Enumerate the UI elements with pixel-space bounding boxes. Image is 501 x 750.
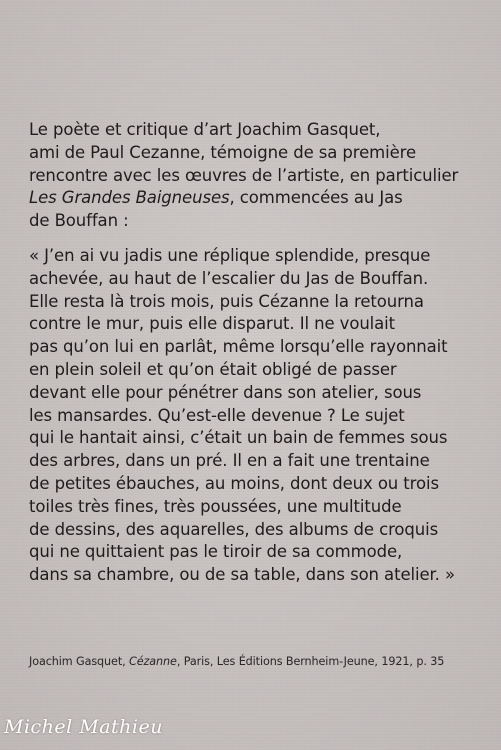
quote-paragraph: « J’en ai vu jadis une réplique splendide, presque achevée, au haut de l’escalier du Jas de Bouffan. Elle resta là trois mois, puis Cézanne la retourna contre le mur, puis elle disparut. Il ne voulait pas qu’on lui en parlât, même lorsqu’elle rayonnait en plein soleil et qu’on était obligé de passer devant elle pour pénétrer dans son atelier, sous les mansardes. Qu’est-elle devenue ? Le sujet qui le hantait ainsi, c’était un bain de femmes sous des arbres, dans un pré. Il en a fait une trentaine de petites ébauches, au moins, dont deux ou trois toiles très fines, très poussées, une multitude de dessins, des aquarelles, des albums de croquis qui ne quittaient pas le tiroir de sa commode, dans sa chambre, ou de sa table, dans son atelier. » — [29, 245, 455, 585]
photographer-watermark: Michel Mathieu — [4, 716, 163, 738]
intro-line-1: Le poète et critique d’art Joachim Gasquet, — [29, 120, 381, 139]
intro-line-5: de Bouffan : — [29, 211, 129, 231]
artwork-title: Les Grandes Baigneuses — [29, 188, 230, 208]
wall-text-panel — [29, 119, 489, 599]
intro-line-3: rencontre avec les œuvres de l’artiste, en particulier — [29, 165, 459, 185]
intro-paragraph — [29, 119, 489, 233]
citation-book: Cézanne — [129, 655, 177, 668]
citation-author: Joachim Gasquet, — [29, 655, 130, 668]
citation — [29, 655, 444, 668]
intro-line-4-rest: , commencées au Jas — [229, 188, 403, 208]
citation-rest: , Paris, Les Éditions Bernheim-Jeune, 1921, p. 35 — [176, 655, 445, 668]
intro-line-2: ami de Paul Cezanne, témoigne de sa première — [29, 142, 417, 162]
